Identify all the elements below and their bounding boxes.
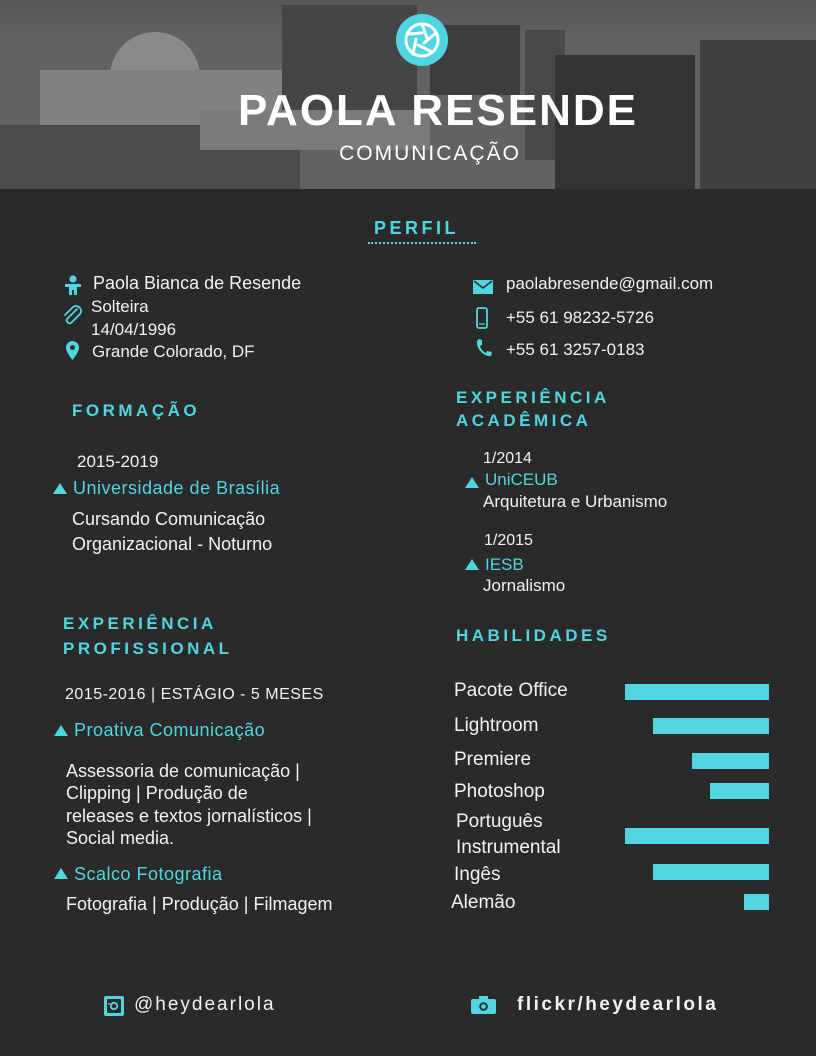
academica-institution: IESB: [485, 555, 524, 574]
profissional-title-line1: EXPERIÊNCIA: [63, 614, 217, 633]
academica-title-line2: ACADÊMICA: [456, 411, 592, 430]
skill-label: Português: [456, 811, 543, 832]
skill-bar: [744, 894, 769, 910]
smartphone-icon: [476, 307, 488, 329]
profissional-desc-line: Clipping | Produção de: [66, 783, 248, 803]
candidate-name: PAOLA RESENDE: [237, 86, 639, 135]
full-name: Paola Bianca de Resende: [93, 273, 302, 293]
formacao-desc-line2: Organizacional - Noturno: [72, 534, 273, 554]
marital-status: Solteira: [91, 297, 149, 316]
formacao-title: FORMAÇÃO: [72, 401, 201, 420]
formacao-institution: Universidade de Brasília: [73, 478, 281, 498]
skill-label: Ingês: [454, 864, 501, 885]
birthdate: 14/04/1996: [91, 320, 177, 339]
academica-course: Arquitetura e Urbanismo: [483, 492, 668, 511]
habilidades-title: HABILIDADES: [456, 626, 611, 645]
profissional-desc-line: Social media.: [66, 828, 175, 848]
academica-institution: UniCEUB: [485, 470, 558, 489]
academica-title-line1: EXPERIÊNCIA: [456, 388, 610, 407]
profissional-desc-line: releases e textos jornalísticos |: [66, 806, 312, 826]
profissional-company: Proativa Comunicação: [74, 720, 266, 740]
skill-bar: [653, 718, 769, 734]
profissional-desc-line: Fotografia | Produção | Filmagem: [66, 894, 333, 914]
email[interactable]: paolabresende@gmail.com: [506, 274, 714, 293]
candidate-role: COMUNICAÇÃO: [339, 142, 521, 165]
triangle-bullet-icon: [53, 483, 67, 494]
envelope-icon: [473, 280, 493, 294]
profissional-company: Scalco Fotografia: [74, 864, 223, 884]
perfil-divider: [368, 242, 476, 244]
mobile-phone[interactable]: +55 61 98232-5726: [506, 308, 654, 327]
map-pin-icon: [66, 341, 79, 360]
skill-label: Pacote Office: [454, 680, 568, 701]
profissional-desc-line: Assessoria de comunicação |: [66, 761, 300, 781]
triangle-bullet-icon: [465, 477, 479, 488]
skill-label: Instrumental: [456, 837, 561, 858]
academica-date: 1/2015: [484, 532, 533, 549]
skill-label: Photoshop: [454, 781, 545, 802]
skill-label: Alemão: [451, 892, 516, 913]
academica-date: 1/2014: [483, 450, 532, 467]
skill-bar: [625, 828, 769, 844]
landline-phone[interactable]: +55 61 3257-0183: [506, 340, 645, 359]
flickr-handle[interactable]: flickr/heydearlola: [517, 994, 719, 1015]
person-icon: [64, 275, 82, 295]
location: Grande Colorado, DF: [92, 342, 255, 361]
skill-bar: [625, 684, 769, 700]
academica-course: Jornalismo: [483, 576, 566, 595]
formacao-desc-line1: Cursando Comunicação: [72, 509, 266, 529]
triangle-bullet-icon: [54, 725, 68, 736]
skill-bar: [710, 783, 769, 799]
instagram-handle[interactable]: @heydearlola: [134, 994, 276, 1015]
skill-label: Premiere: [454, 749, 532, 770]
phone-icon: [476, 339, 492, 357]
skill-label: Lightroom: [454, 715, 539, 736]
aperture-icon: [396, 14, 448, 66]
perfil-title: PERFIL: [374, 218, 460, 238]
camera-icon: [471, 995, 496, 1014]
profissional-period: 2015-2016 | ESTÁGIO - 5 MESES: [65, 686, 324, 703]
profissional-title-line2: PROFISSIONAL: [63, 639, 233, 658]
triangle-bullet-icon: [54, 868, 68, 879]
instagram-icon: [104, 996, 124, 1016]
formacao-period: 2015-2019: [77, 452, 159, 471]
skill-bar: [692, 753, 769, 769]
triangle-bullet-icon: [465, 559, 479, 570]
skill-bar: [653, 864, 769, 880]
paperclip-icon: [62, 305, 84, 327]
